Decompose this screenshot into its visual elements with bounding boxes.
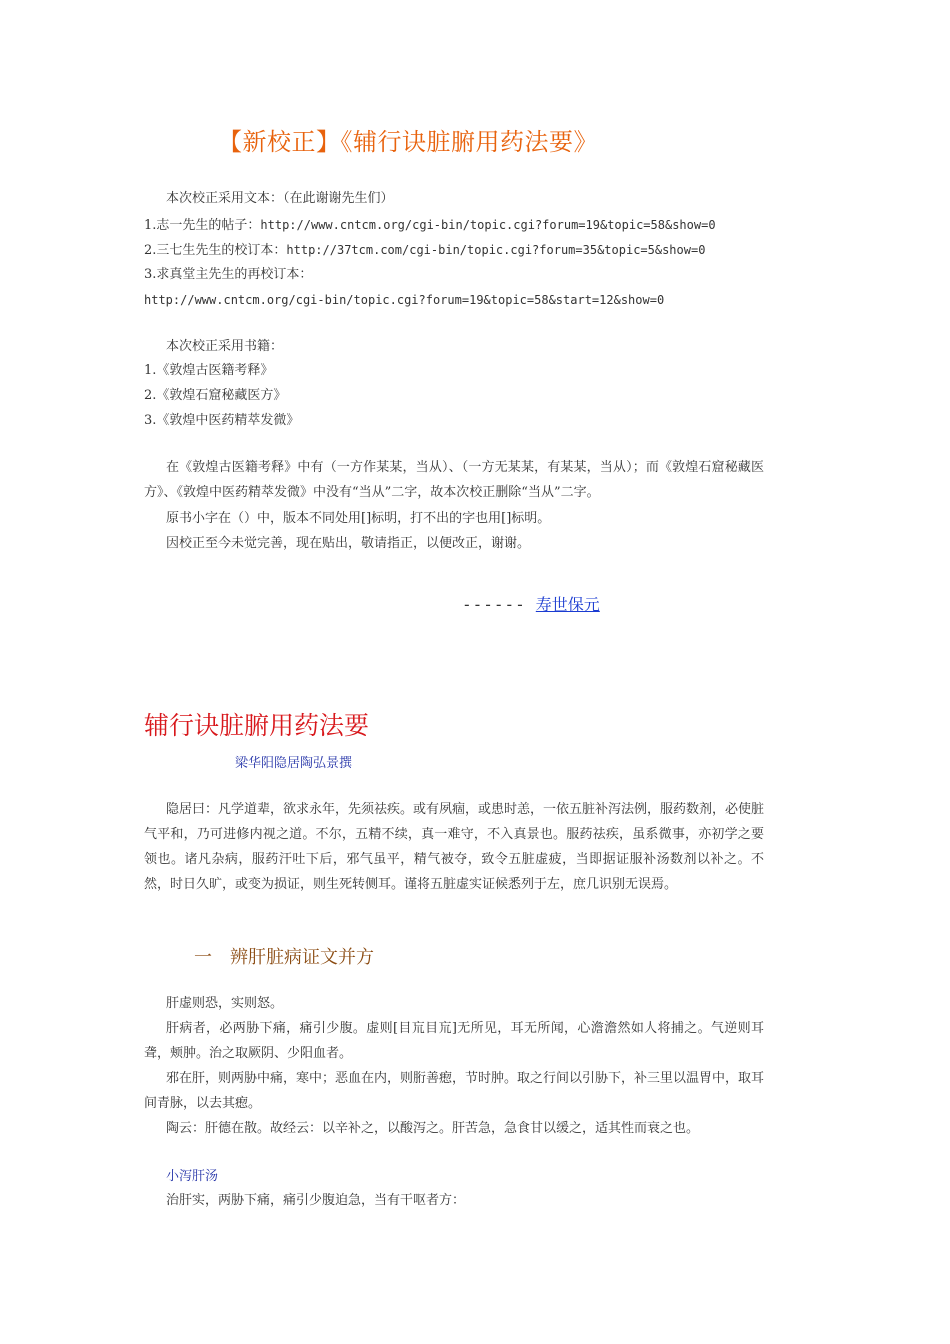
source-item-2: [144, 241, 705, 260]
section-title: 辨肝脏病证文并方: [230, 947, 374, 968]
section-paragraph: 邪在肝，则两胁中痛，寒中；恶血在内，则胻善瘛，节时肿。取之行间以引胁下，补三里以温胃中，取耳间青脉，以去其瘛。: [144, 1071, 765, 1111]
source-prefix: 2.三七生先生的校订本：: [144, 243, 287, 258]
note-paragraph: 原书小字在（）中，版本不同处用[]标明，打不出的字也用[]标明。: [166, 511, 551, 526]
section-paragraph: 肝病者，必两胁下痛，痛引少腹。虚则[目巟目巟]无所见，耳无所闻，心澹澹然如人将捕之。气逆则耳聋，颊肿。治之取厥阴、少阳血者。: [144, 1021, 764, 1061]
source-url: http://www.cntcm.org/cgi-bin/topic.cgi?forum=19&topic=58&show=0: [260, 218, 716, 232]
section-paragraph: 陶云：肝德在散。故经云：以辛补之，以酸泻之。肝苦急，急食甘以缓之，适其性而衰之也。: [166, 1121, 700, 1136]
recipe-description: 治肝实，两胁下痛，痛引少腹迫急，当有干呕者方：: [166, 1193, 466, 1208]
sources-intro: 本次校正采用文本：（在此谢谢先生们）: [166, 191, 394, 206]
source-item-1: [144, 216, 716, 235]
document-title: 【新校正】《辅行诀脏腑用药法要》: [218, 128, 598, 156]
signature: [462, 592, 600, 615]
section-heading: [194, 943, 374, 969]
book-item: 2.《敦煌石窟秘藏医方》: [144, 388, 287, 403]
source-item-3: 3.求真堂主先生的再校订本：: [144, 267, 313, 282]
signature-dashes: ------: [462, 595, 526, 614]
source-url: http://www.cntcm.org/cgi-bin/topic.cgi?forum=19&topic=58&start=12&show=0: [144, 293, 665, 307]
source-prefix: 1.志一先生的帖子：: [144, 218, 261, 233]
books-intro: 本次校正采用书籍：: [166, 339, 284, 354]
main-title: 辅行诀脏腑用药法要: [144, 711, 370, 740]
book-item: 3.《敦煌中医药精萃发微》: [144, 413, 300, 428]
signature-link[interactable]: 寿世保元: [535, 595, 600, 614]
section-number: 一: [194, 947, 212, 968]
recipe-name: 小泻肝汤: [166, 1169, 219, 1184]
section-paragraph: 肝虚则恐，实则怒。: [166, 996, 284, 1011]
note-paragraph: 在《敦煌古医籍考释》中有（一方作某某，当从）、（一方无某某，有某某，当从）；而《敦煌石窟秘藏医方》、《敦煌中医药精萃发微》中没有“当从”二字，故本次校正删除“当从”二字。: [144, 460, 764, 500]
source-url: http://37tcm.com/cgi-bin/topic.cgi?forum=35&topic=5&show=0: [286, 243, 706, 257]
author-line: 梁华阳隐居陶弘景撰: [235, 756, 353, 771]
book-item: 1.《敦煌古医籍考释》: [144, 363, 274, 378]
preface-paragraph: 隐居曰：凡学道辈，欲求永年，先须祛疾。或有夙痼，或患时恙，一依五脏补泻法例，服药数剂，必使脏气平和，乃可进修内视之道。不尔，五精不续，真一难守，不入真景也。服药祛疾，虽系微事，亦初学之要领也。诸凡杂病，服药汗吐下后，邪气虽平，精气被夺，致令五脏虚疲，当即据证服补汤数剂以补之。不然，时日久旷，或变为损证，则生死转侧耳。谨将五脏虚实证候悉列于左，庶几识别无误焉。: [144, 802, 765, 892]
note-paragraph: 因校正至今未觉完善，现在贴出，敬请指正，以便改正，谢谢。: [166, 536, 531, 551]
